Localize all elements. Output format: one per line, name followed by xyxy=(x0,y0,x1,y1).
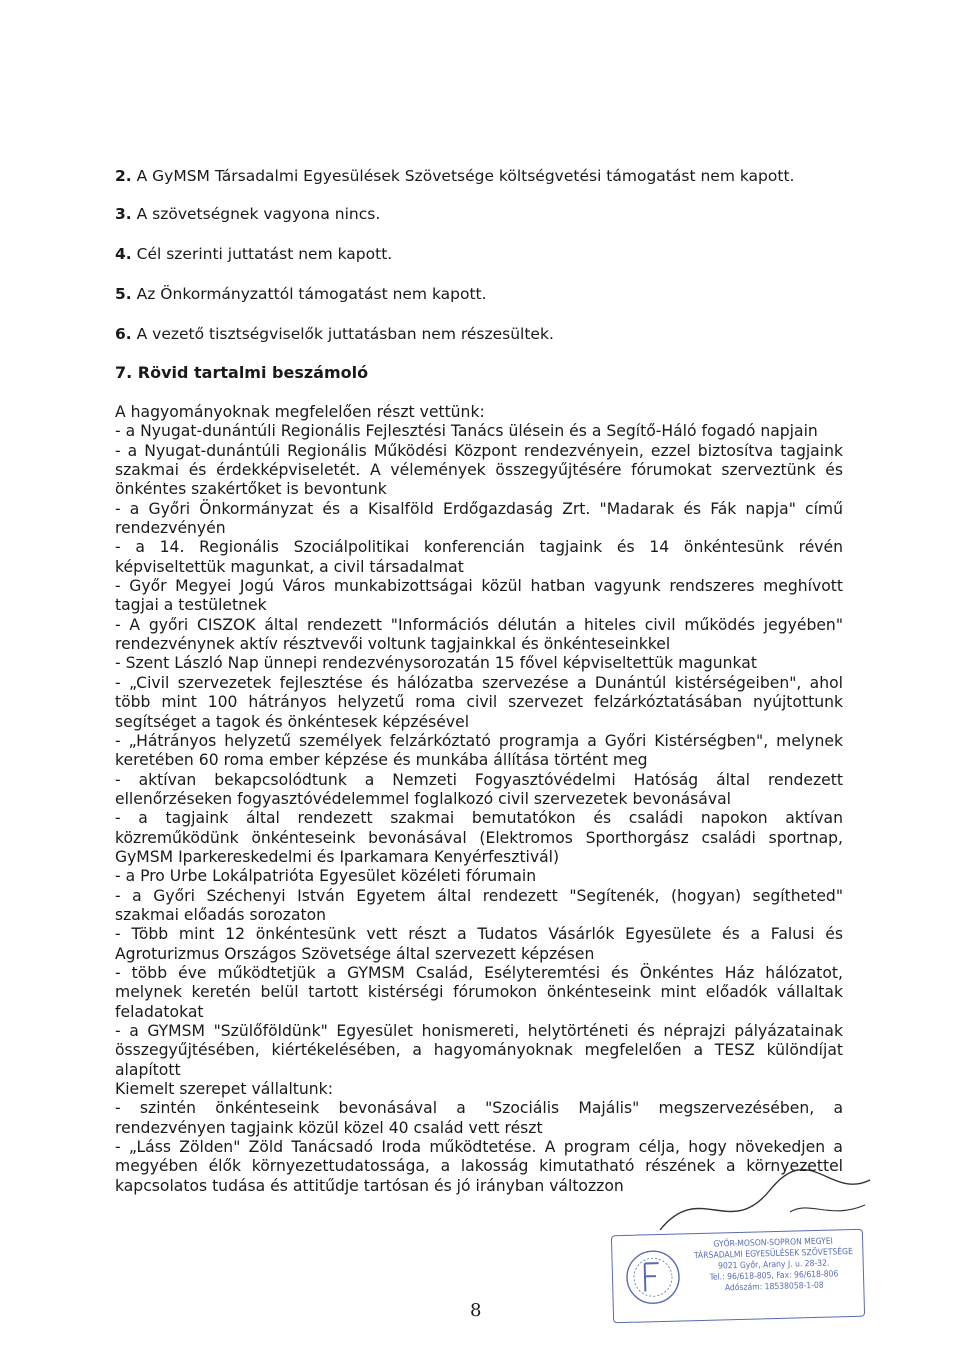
stamp-line: GYŐR-MOSON-SOPRON MEGYEI xyxy=(713,1236,834,1250)
stamp-line: Tel.: 96/618-805, Fax: 96/618-806 xyxy=(709,1269,839,1283)
list-item-5 xyxy=(115,284,487,304)
list-number: 5. xyxy=(115,285,132,303)
list-number: 3. xyxy=(115,205,132,223)
list-text: Az Önkormányzattól támogatást nem kapott. xyxy=(136,285,487,303)
report-body xyxy=(115,403,843,1196)
page-number: 8 xyxy=(470,1300,482,1321)
paragraph: - a tagjaink által rendezett szakmai bemutatókon és családi napokon aktívan közreműködünk önkénteseink bevonásával (Elektromos Sporthorgász családi sportnap, GyMSM Iparkereskedelmi és Iparkamara Kenyérfesztivál) xyxy=(115,809,843,866)
paragraph: - Szent László Nap ünnepi rendezvénysorozatán 15 fővel képviseltettük magunkat xyxy=(115,654,757,673)
stamp-line: TÁRSADALMI EGYESÜLÉSEK SZÖVETSÉGE xyxy=(693,1246,854,1262)
list-number: 4. xyxy=(115,245,132,263)
paragraph: - A győri CISZOK által rendezett "Információs délután a hiteles civil működés jegyében" rendezvénynek aktív résztvevői voltunk tagjainkkal és önkénteseinkkel xyxy=(115,615,843,654)
list-item-3 xyxy=(115,204,380,224)
paragraph: - a GYMSM "Szülőföldünk" Egyesület honismereti, helytörténeti és néprajzi pályázatainak összegyűjtésében, kiértékelésében, a hagyományoknak megfelelően a TESZ különdíjat alapított xyxy=(115,1022,843,1079)
paragraph: - Több mint 12 önkéntesünk vett részt a Tudatos Vásárlók Egyesülete és a Falusi és Agroturizmus Országos Szövetsége által szervezett képzésen xyxy=(115,925,843,963)
list-number: 2. xyxy=(115,167,132,185)
paragraph: - a Győri Önkormányzat és a Kisalföld Erdőgazdaság Zrt. "Madarak és Fák napja" című rendezvényén xyxy=(115,499,843,538)
paragraph: - a Győri Széchenyi István Egyetem által rendezett "Segítenék, (hogyan) segítheted" szakmai előadás sorozaton xyxy=(115,886,843,924)
paragraph: - „Hátrányos helyzetű személyek felzárkóztató programja a Győri Kistérségben", melynek keretében 60 roma ember képzése és munkába állítása történt meg xyxy=(115,731,843,770)
paragraph: - Győr Megyei Jogú Város munkabizottságai közül hatban vagyunk rendszeres meghívott tagjai a testületnek xyxy=(115,577,843,615)
paragraph: - a Nyugat-dunántúli Regionális Fejlesztési Tanács ülésein és a Segítő-Háló fogadó napjain xyxy=(115,422,818,441)
section-heading: 7. Rövid tartalmi beszámoló xyxy=(115,363,369,382)
paragraph: - aktívan bekapcsolódtunk a Nemzeti Fogyasztóvédelmi Hatóság által rendezett ellenőrzéseken fogyasztóvédelemmel foglalkozó civil szervezetek bevonásával xyxy=(115,770,843,808)
paragraph: - a Pro Urbe Lokálpatrióta Egyesület közéleti fórumain xyxy=(115,867,537,886)
paragraph: - a 14. Regionális Szociálpolitikai konferencián tagjaink és 14 önkéntesünk révén képviseltettük magunkat, a civil társadalmat xyxy=(115,538,843,576)
list-item-2 xyxy=(115,166,794,186)
list-number: 6. xyxy=(115,325,132,343)
paragraph: A hagyományoknak megfelelően részt vettünk: xyxy=(115,403,485,421)
stamp-logo-icon xyxy=(622,1242,684,1312)
paragraph: Kiemelt szerepet vállaltunk: xyxy=(115,1080,333,1099)
stamp-line: 9021 Győr, Arany J. u. 28-32. xyxy=(717,1258,830,1272)
list-text: A GyMSM Társadalmi Egyesülések Szövetsége költségvetési támogatást nem kapott. xyxy=(136,167,795,185)
stamp-line: Adószám: 18538058-1-08 xyxy=(724,1280,824,1294)
list-text: A vezető tisztségviselők juttatásban nem részesültek. xyxy=(136,325,554,343)
paragraph: - „Civil szervezetek fejlesztése és hálózatba szervezése a Dunántúl kistérségeiben", ahol több mint 100 hátrányos helyzetű roma civil szervezet felzárkóztatásában nyújtottunk segítséget a tagok és önkéntesek képzésével xyxy=(115,673,843,731)
list-item-4 xyxy=(115,244,392,264)
paragraph: - a Nyugat-dunántúli Regionális Működési Központ rendezvényein, ezzel biztosítva tagjaink szakmai és érdekképviseletét. A vélemények összegyűjtésére fórumokat szerveztünk és önkéntes szakértőket is bevontunk xyxy=(115,441,843,499)
list-text: Cél szerinti juttatást nem kapott. xyxy=(136,245,393,263)
list-item-6 xyxy=(115,324,554,344)
paragraph: - szintén önkénteseink bevonásával a "Szociális Majális" megszervezésében, a rendezvényen tagjaink közül közel 40 család vett részt xyxy=(115,1099,843,1137)
paragraph: - több éve működtetjük a GYMSM Család, Esélyteremtési és Önkéntes Ház hálózatot, melynek keretén belül tartott kistérségi fórumokon önkénteseink mint előadók vállaltak feladatokat xyxy=(115,963,843,1021)
list-text: A szövetségnek vagyona nincs. xyxy=(136,205,381,223)
organization-stamp xyxy=(611,1229,865,1324)
paragraph: - „Láss Zölden" Zöld Tanácsadó Iroda működtetése. A program célja, hogy növekedjen a megyében élők környezettudatossága, a lakosság kimutatható részének a környezettel kapcsolatos tudása és attitűdje tartósan és jó irányban változzon xyxy=(115,1138,843,1195)
